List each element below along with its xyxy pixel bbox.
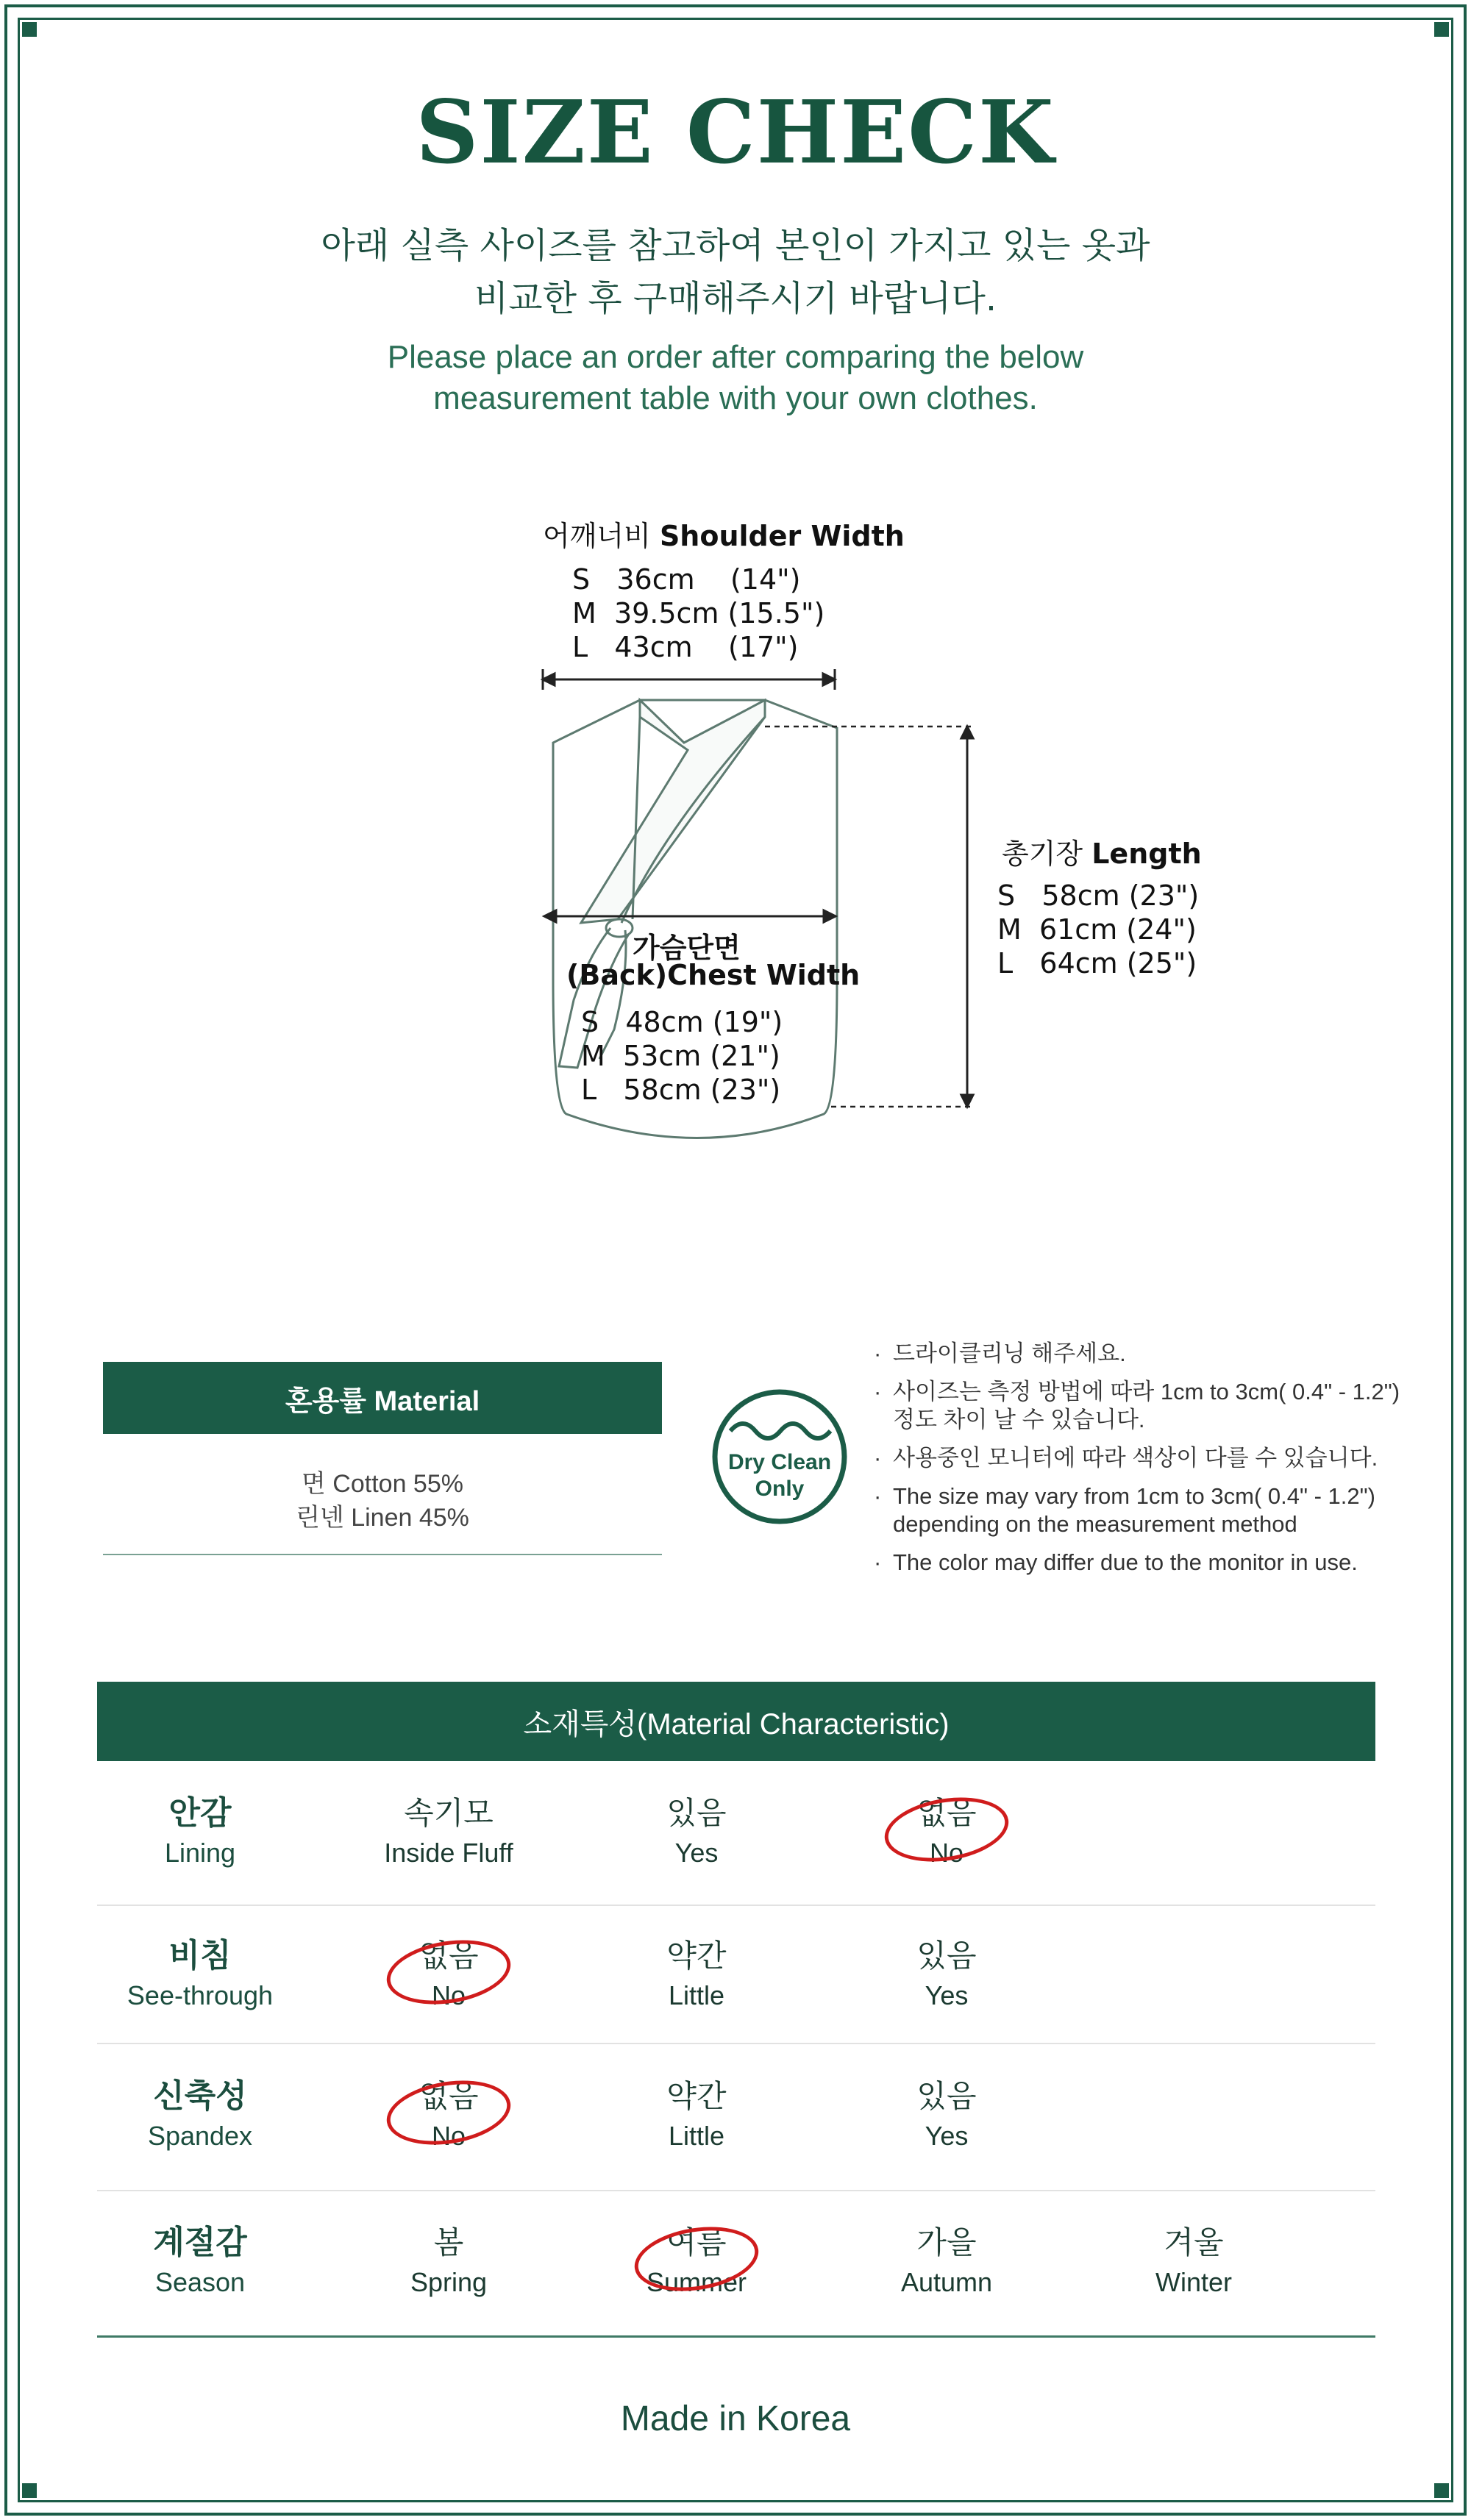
shoulder-arrow-right (823, 674, 835, 685)
shoulder-size-s: S 36cm (14") (572, 563, 801, 596)
characteristic-option (608, 2076, 785, 2155)
shoulder-label-en: Shoulder Width (659, 520, 905, 552)
option-en: Yes (925, 1980, 969, 2010)
option-ko: 있음 (916, 2078, 977, 2114)
dry-clean-icon (710, 1387, 850, 1527)
chest-size-l: L 58cm (23") (581, 1074, 781, 1106)
characteristic-option (608, 2222, 785, 2302)
length-arrow-bottom (961, 1095, 973, 1107)
shoulder-label (543, 513, 905, 554)
chest-label-en: (Back)Chest Width (566, 959, 861, 991)
material-cotton: 면 Cotton 55% (302, 1470, 463, 1498)
shoulder-label-ko: 어깨너비 (543, 520, 651, 552)
option-ko: 겨울 (1164, 2224, 1224, 2260)
characteristic-option (360, 2222, 537, 2302)
material-header: 혼용률 Material (103, 1362, 662, 1434)
characteristic-option (360, 1935, 537, 2015)
shoulder-size-m: M 39.5cm (15.5") (572, 597, 825, 629)
characteristic-option (360, 1793, 537, 1872)
characteristic-option (608, 1935, 785, 2015)
intro-korean-line1: 아래 실측 사이즈를 참고하여 본인이 가지고 있는 옷과 (321, 225, 1150, 266)
length-size-s: S 58cm (23") (997, 879, 1200, 912)
option-ko: 약간 (666, 2078, 727, 2114)
care-note: · 사용중인 모니터에 따라 색상이 다를 수 있습니다. (874, 1445, 1378, 1471)
characteristic-option (1105, 2222, 1282, 2302)
option-en: Inside Fluff (384, 1838, 513, 1868)
option-en: Yes (925, 2121, 969, 2151)
option-ko: 봄 (433, 2224, 464, 2260)
option-ko: 속기모 (404, 1795, 494, 1831)
option-en: Spring (410, 2267, 488, 2297)
chest-arrow-left (544, 910, 556, 922)
characteristic-label-en: See-through (127, 1980, 274, 2010)
length-arrow-top (961, 727, 973, 738)
material-divider (103, 1554, 662, 1555)
intro-korean-line2: 비교한 후 구매해주시기 바랍니다. (474, 278, 997, 319)
characteristic-label (112, 2076, 288, 2155)
characteristic-option (858, 1935, 1035, 2015)
care-note: · 사이즈는 측정 방법에 따라 1cm to 3cm( 0.4" - 1.2") 정도 차이 날 수 있습니다. (874, 1379, 1400, 1432)
characteristic-option (608, 1793, 785, 1872)
characteristic-label-ko: 신축성 (153, 2077, 247, 2115)
page-title: SIZE CHECK (416, 81, 1055, 183)
chest-size-m: M 53cm (21") (581, 1040, 780, 1072)
material-linen: 린넨 Linen 45% (296, 1504, 469, 1532)
made-in-korea: Made in Korea (620, 2399, 851, 2438)
option-en: Summer (646, 2267, 747, 2297)
row-divider (97, 1905, 1375, 1906)
row-divider (97, 2190, 1375, 2191)
characteristic-label-en: Season (154, 2267, 246, 2297)
corner-ornament (1434, 2483, 1449, 2498)
length-label-ko: 총기장 (1002, 838, 1083, 870)
care-notes (874, 1340, 1418, 1587)
dry-clean-text-1: Dry Clean (727, 1450, 832, 1474)
characteristic-label-ko: 계절감 (153, 2224, 247, 2261)
shoulder-size-l: L 43cm (17") (572, 631, 799, 663)
characteristic-label (112, 1793, 288, 1872)
row-divider (97, 2043, 1375, 2044)
chest-label-ko: 가슴단면 (633, 932, 741, 964)
option-en: No (929, 1838, 964, 1868)
characteristic-label-ko: 안감 (168, 1794, 232, 1832)
option-ko: 가을 (916, 2224, 977, 2260)
intro-english-line2: measurement table with your own clothes. (433, 380, 1038, 416)
option-ko: 없음 (916, 1795, 977, 1831)
characteristic-option (858, 2222, 1035, 2302)
dry-clean-text-2: Only (755, 1477, 805, 1501)
option-ko: 없음 (418, 1938, 479, 1974)
option-en: Autumn (900, 2267, 993, 2297)
option-ko: 있음 (666, 1795, 727, 1831)
care-note: · The size may vary from 1cm to 3cm( 0.4" - 1.2") depending on the measurement method (874, 1483, 1375, 1537)
care-note: · 드라이클리닝 해주세요. (874, 1341, 1126, 1366)
characteristic-option (360, 2076, 537, 2155)
intro-english-line1: Please place an order after comparing the below (387, 339, 1084, 375)
option-ko: 약간 (666, 1938, 727, 1974)
characteristic-option (858, 1793, 1035, 1872)
characteristic-label (112, 2222, 288, 2302)
length-label-en: Length (1091, 838, 1202, 870)
table-bottom-rule (97, 2335, 1375, 2338)
option-en: No (431, 1980, 466, 2010)
option-en: Yes (674, 1838, 719, 1868)
option-en: Winter (1155, 2267, 1232, 2297)
option-en: Little (668, 1980, 725, 2010)
option-en: No (431, 2121, 466, 2151)
chest-size-s: S 48cm (19") (581, 1006, 783, 1038)
characteristic-label-ko: 비침 (168, 1937, 232, 1974)
characteristic-label-en: Spandex (147, 2121, 253, 2151)
characteristic-option (858, 2076, 1035, 2155)
option-ko: 여름 (666, 2224, 727, 2260)
option-en: Little (668, 2121, 725, 2151)
option-ko: 없음 (418, 2078, 479, 2114)
characteristic-label (112, 1935, 288, 2015)
shoulder-arrow-left (543, 674, 555, 685)
length-size-m: M 61cm (24") (997, 913, 1197, 946)
characteristics-header: 소재특성(Material Characteristic) (97, 1682, 1375, 1761)
characteristic-label-en: Lining (164, 1838, 236, 1868)
length-size-l: L 64cm (25") (997, 947, 1197, 979)
length-label (1002, 831, 1202, 871)
option-ko: 있음 (916, 1938, 977, 1974)
corner-ornament (22, 2483, 37, 2498)
care-note: · The color may differ due to the monitor in use. (874, 1549, 1358, 1575)
